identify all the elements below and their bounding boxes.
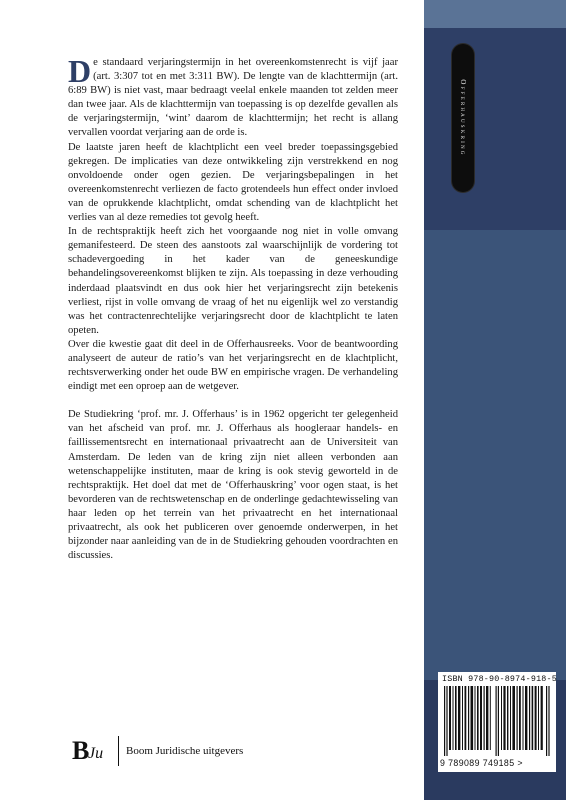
publisher-name: Boom Juridische uitgevers: [126, 745, 244, 757]
paragraph-text: e standaard verjaringstermijn in het overeenkomstenrecht is vijf jaar (art. 3:307 tot en met 3:311 BW). De lengte van de klachttermijn (art. 6:89 BW) is niet vast, maar bedraagt veelal enkele maanden tot zelden meer dan twee jaar. Als de klachttermijn van toepassing is op dezelfde gevallen als de verjaringstermijn, ‘wint’ daarom de klachttermijn; het recht is allang vervallen voordat verjaring aan de orde is.: [68, 57, 398, 139]
publisher-logo: [72, 737, 116, 767]
logo-divider: [118, 736, 119, 766]
barcode-image: [444, 686, 550, 756]
barcode-digits: 9 789089 749185 >: [440, 758, 523, 768]
spine-top-band: [424, 0, 566, 28]
paragraph-studiekring: De Studiekring ‘prof. mr. J. Offerhaus’ is in 1962 opgericht ter gelegenheid van het afscheid van prof. mr. J. Offerhaus als hoogleraar handels- en faillissementsrecht en internationaal privaatrecht aan de Universiteit van Amsterdam. De leden van de kring zijn niet alleen verbonden aan wetenschappelijke instituten, maar de kring is ook stevig geworteld in de rechtspraktijk. Het doel dat met de ‘Offerhauskring’ voor ogen staat, is het bevorderen van de rechtswetenschap en de onderlinge gedachtewisseling van haar leden op het terrein van het privaatrecht en het internationaal privaatrecht, als ook het publiceren over genoemde onderwerpen, in het bijzonder naar aanleiding van de in de Studiekring gehouden voordrachten en discussies.: [68, 409, 398, 562]
paragraph-intro: [68, 53, 398, 141]
paragraph-text: In de rechtspraktijk heeft zich het voorgaande nog niet in volle omvang gemanifesteerd. De steen des aanstoots zal waarschijnlijk de vordering tot schadevergoeding in het kader van de geneeskundige behandelingsovereenkomst blijken te zijn. Als toepassing in deze verhouding inderdaad plaatsvindt en dus ook hier het verjaringsrecht zijn betekenis verliest, rijst in volle omvang de vraag of het nu eigenlijk wel zo verstandig was het contractenrechtelijke verjaringsrecht door de klachtplicht te laten opeten.: [68, 226, 398, 336]
drop-cap: D: [68, 53, 92, 89]
isbn-barcode-box: [438, 672, 556, 772]
series-label-tag: [452, 44, 474, 192]
isbn-label: ISBN 978-90-8974-918-5: [442, 674, 557, 684]
paragraph-text: Over die kwestie gaat dit deel in de Offerhausreeks. Voor de beantwoording analyseert de auteur de ratio’s van het verjaringsrecht en de klachtplicht, rechtsverwerking onder het oude BW en empirische vragen. De verhandeling eindigt met een oproep aan de wetgever.: [68, 338, 398, 393]
series-title: Offerhauskring: [459, 79, 467, 157]
back-cover-text: [68, 53, 398, 563]
logo-letters-ju: Ju: [88, 745, 104, 762]
spine-mid-band: [424, 230, 566, 680]
paragraph-text: De laatste jaren heeft de klachtplicht een veel breder toepassingsgebied gekregen. De implicaties van deze ontwikkeling zijn verstrekkend en nog onvoldoende onder ogen gezien. De verjaringsbepalingen in het overeenkomstenrecht verliezen de facto grotendeels hun effect onder invloed van de oprukkende klachtplicht, omdat schending van de klachtplicht het verlies van al deze remedies tot gevolg heeft.: [68, 141, 398, 224]
logo-letter-b: B: [72, 736, 90, 765]
